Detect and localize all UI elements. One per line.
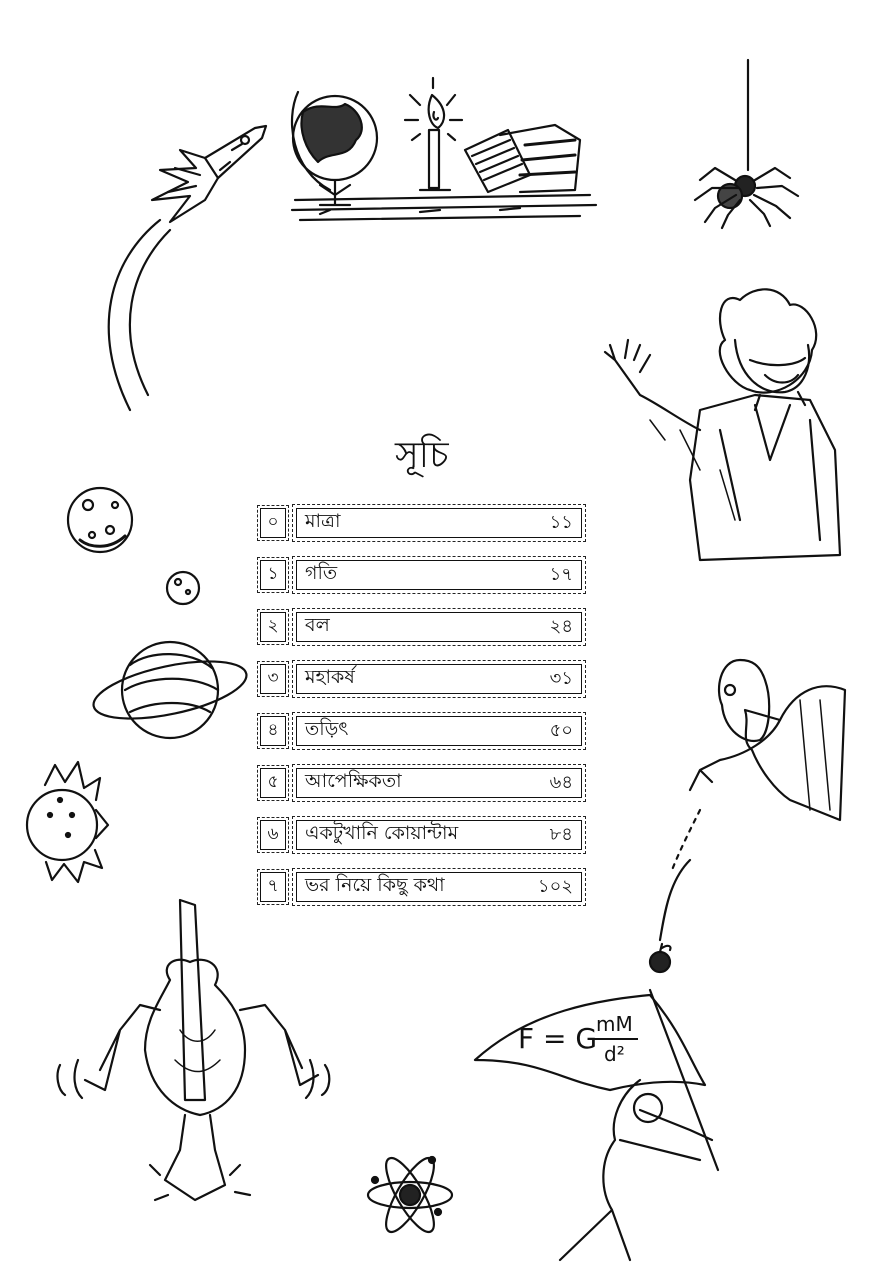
toc-title-box (296, 612, 582, 642)
toc-chapter-title: একটুখানি কোয়ান্টাম (305, 822, 459, 844)
atom-icon (368, 1152, 452, 1238)
books-icon (465, 125, 580, 192)
waving-scientist (605, 289, 840, 560)
toc-title-box (296, 820, 582, 850)
toc-chapter-number: ৩ (260, 664, 286, 694)
toc-row[interactable] (258, 558, 588, 594)
toc-chapter-number: ৬ (260, 820, 286, 850)
formula-lhs: F = G (518, 1022, 598, 1055)
toc-title-box (296, 664, 582, 694)
toc-row[interactable] (258, 714, 588, 750)
toc-chapter-title: ভর নিয়ে কিছু কথা (305, 874, 445, 896)
toc-row[interactable] (258, 506, 588, 542)
toc-chapter-number: ১ (260, 560, 286, 590)
formula-flag (518, 1012, 658, 1072)
toc-chapter-title: বল (305, 614, 330, 636)
moon-icon (68, 488, 132, 552)
table-line (292, 195, 596, 220)
toc-chapter-number: ৫ (260, 768, 286, 798)
toc-heading: সূচি (395, 435, 449, 476)
saturn-icon (89, 642, 252, 738)
toc-page-number: ৬৪ (549, 771, 573, 793)
toc-page-number: ১১ (549, 511, 573, 533)
toc-title-box (296, 560, 582, 590)
formula-fraction-bar (592, 1038, 638, 1040)
small-moon-icon (167, 572, 199, 604)
toc-chapter-number: ৭ (260, 872, 286, 902)
toc-row[interactable] (258, 818, 588, 854)
toc-title-box (296, 716, 582, 746)
toc-page-number: ৫০ (549, 719, 573, 741)
toc-chapter-title: তড়িৎ (305, 718, 349, 740)
einstein-figure (58, 900, 330, 1200)
toc-title-box (296, 768, 582, 798)
toc-row[interactable] (258, 662, 588, 698)
toc-chapter-number: ০ (260, 508, 286, 538)
toc-chapter-title: মাত্রা (305, 510, 341, 532)
sun-icon (27, 762, 108, 882)
candle-icon (405, 78, 462, 190)
toc-title-box (296, 508, 582, 538)
toc-page-number: ২৪ (549, 615, 573, 637)
toc-page-number: ৮৪ (549, 823, 573, 845)
toc-chapter-title: গতি (305, 562, 338, 584)
apple-icon (650, 810, 700, 972)
toc-chapter-number: ৪ (260, 716, 286, 746)
toc-row[interactable] (258, 610, 588, 646)
spider-icon (695, 60, 798, 228)
formula-denominator: d² (604, 1042, 625, 1066)
toc-page-number: ৩১ (549, 667, 573, 689)
toc-page-number: ১০২ (537, 875, 573, 897)
formula-numerator: mM (596, 1012, 633, 1036)
toc-chapter-number: ২ (260, 612, 286, 642)
toc-page-number: ১৭ (549, 563, 573, 585)
rocket-icon (109, 126, 266, 410)
toc-title-box (296, 872, 582, 902)
toc-row[interactable] (258, 766, 588, 802)
toc-chapter-title: আপেক্ষিকতা (305, 770, 402, 792)
toc-row[interactable] (258, 870, 588, 906)
globe-icon (292, 92, 377, 205)
bald-scientist (690, 660, 845, 820)
toc-chapter-title: মহাকর্ষ (305, 666, 355, 688)
